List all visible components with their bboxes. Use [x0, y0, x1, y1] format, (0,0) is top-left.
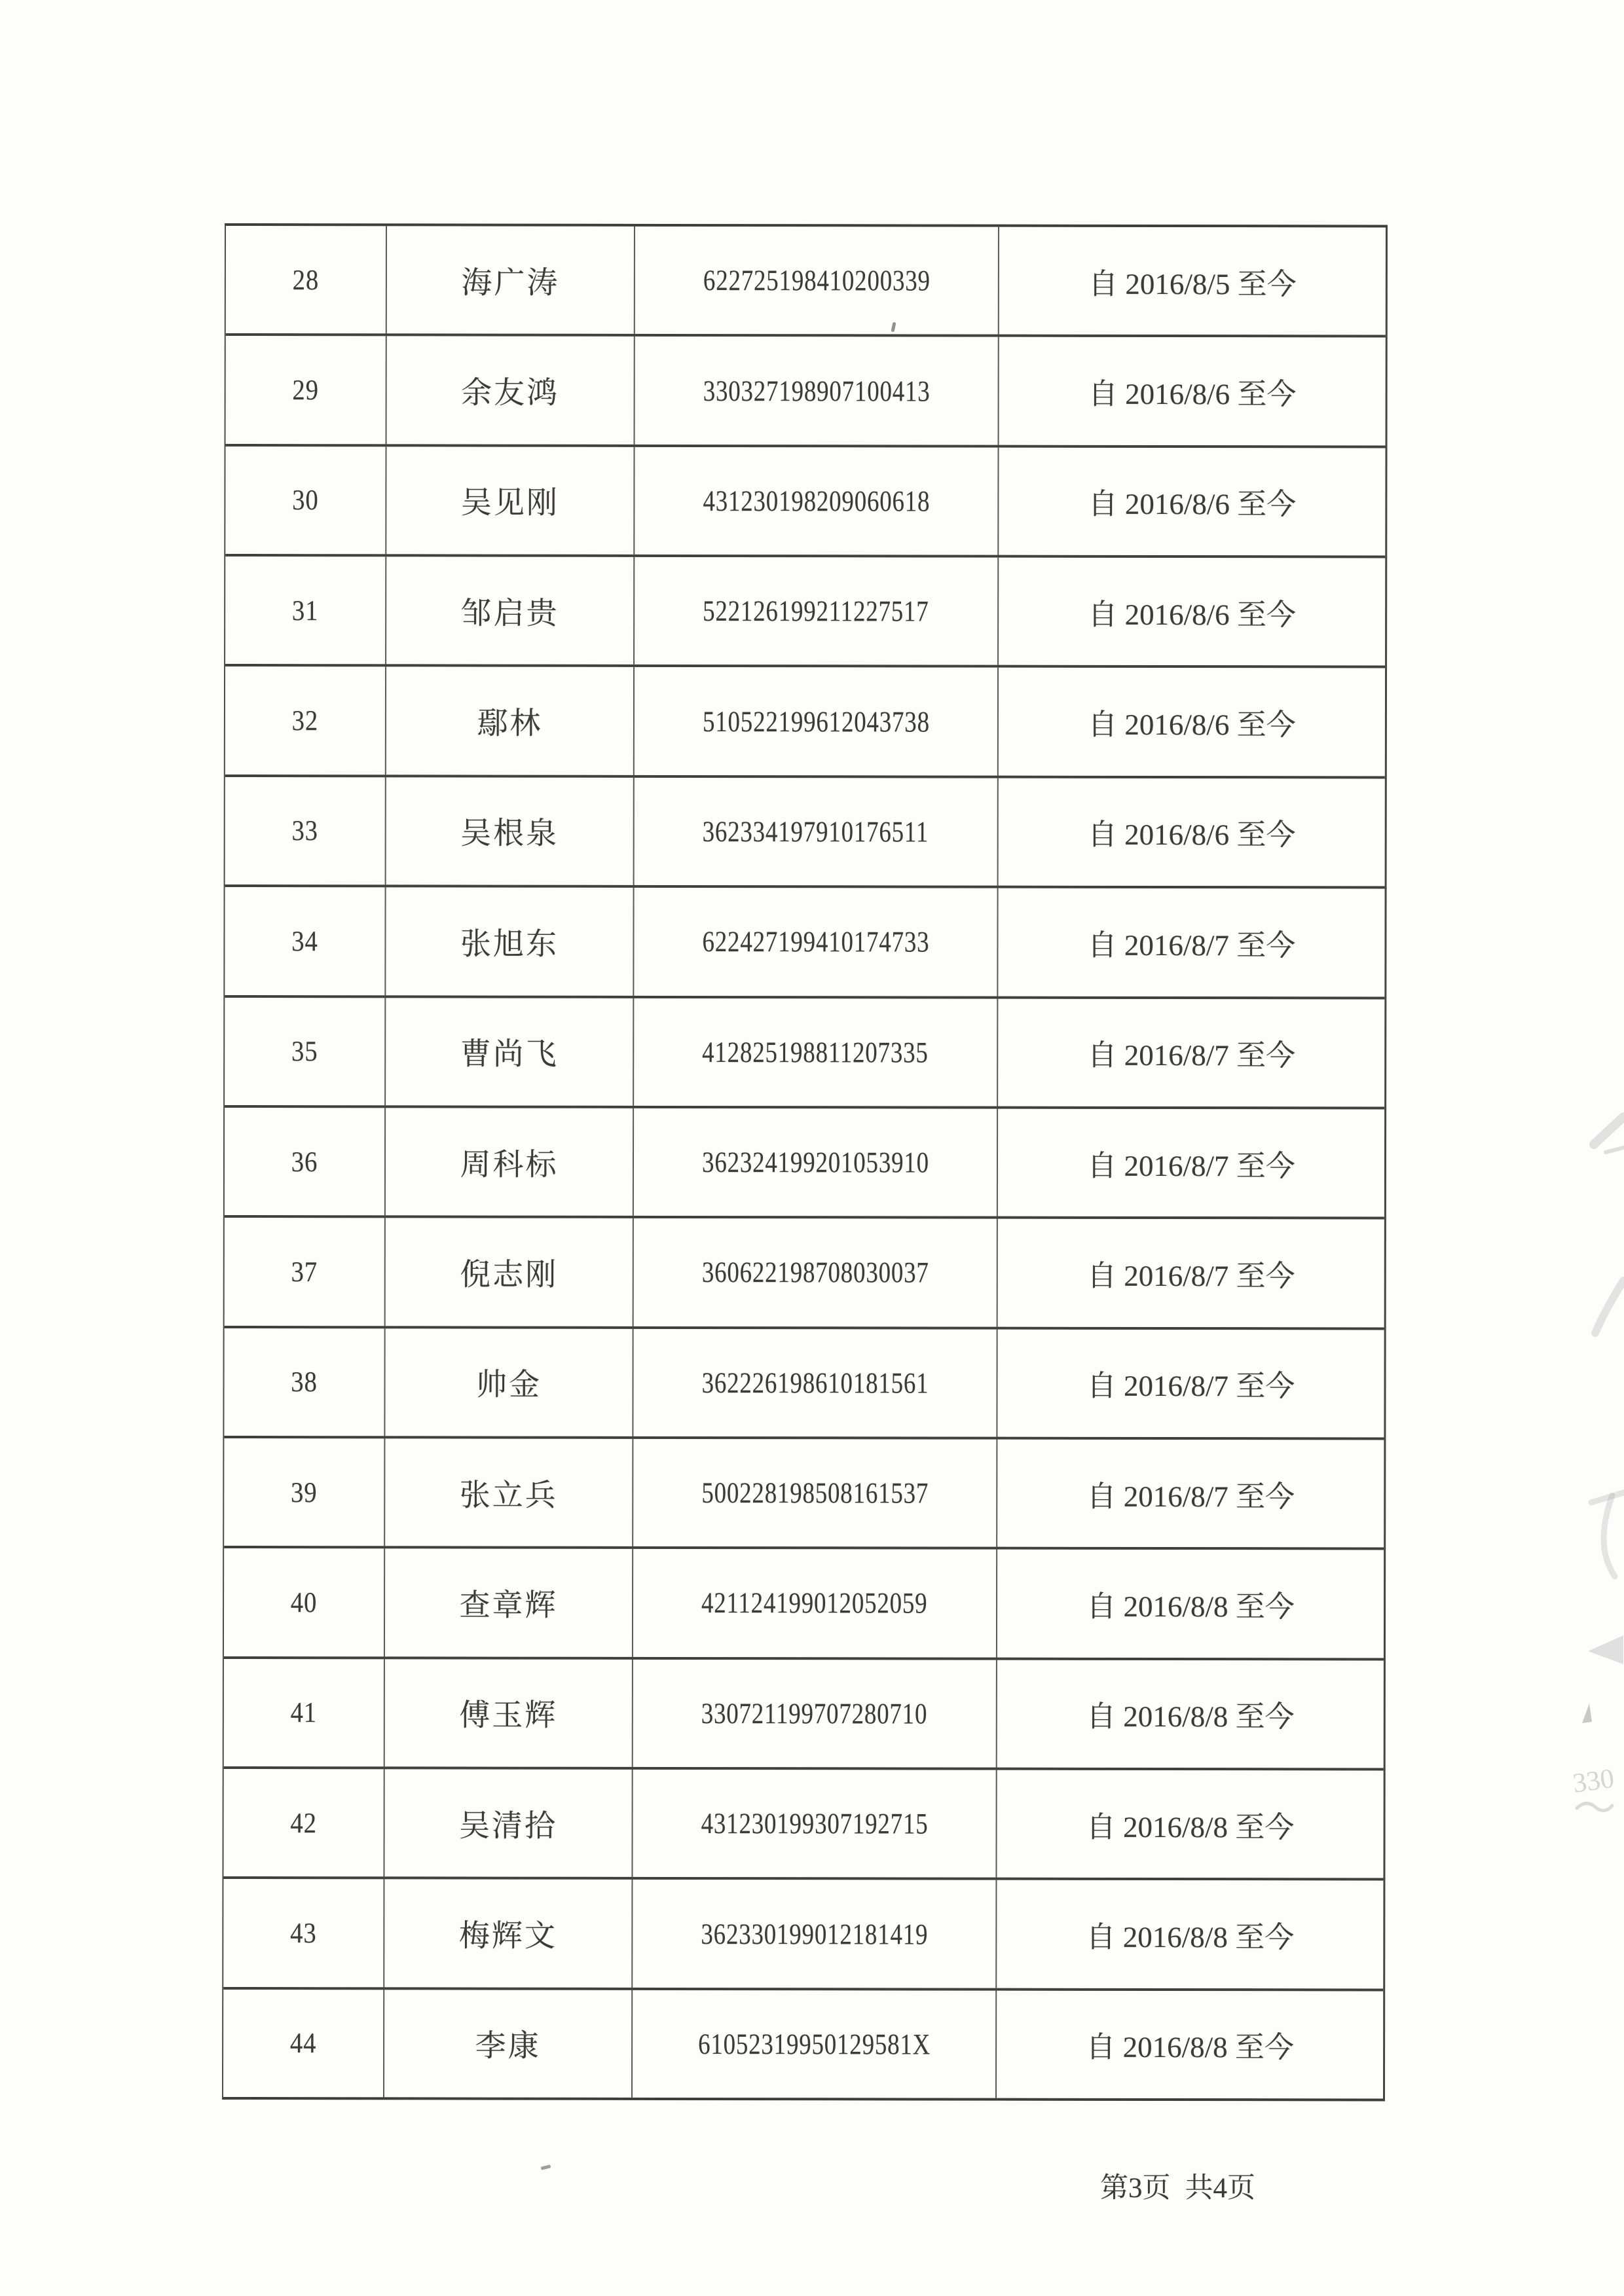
- scan-speck: [541, 2164, 551, 2170]
- period-text: 自 2016/8/7 至今: [1086, 1480, 1295, 1513]
- row-number-cell: [226, 226, 387, 334]
- table-row: [225, 446, 1385, 558]
- id-cell: [633, 1990, 997, 2098]
- name-cell: [386, 888, 634, 996]
- name-cell: [385, 1659, 633, 1767]
- row-number: 43: [290, 1917, 317, 1950]
- period-text: 自 2016/8/8 至今: [1086, 1920, 1295, 1954]
- roster-table: [222, 223, 1388, 2101]
- page-number-label: 第3页: [1100, 2173, 1171, 2204]
- row-number: 28: [292, 263, 320, 296]
- row-number-cell: [225, 777, 386, 885]
- id-number: 61052319950129581X: [697, 2027, 931, 2061]
- id-number: 510522199612043738: [702, 704, 930, 738]
- table-row: [223, 1990, 1383, 2099]
- name-cell: [385, 1438, 633, 1546]
- name-cell: [385, 1328, 633, 1436]
- id-cell: [635, 778, 999, 886]
- row-number: 31: [291, 594, 319, 627]
- id-number: 522126199211227517: [703, 594, 929, 628]
- id-cell: [633, 1660, 997, 1768]
- person-name: 张立兵: [459, 1478, 558, 1513]
- period-text: 自 2016/8/6 至今: [1088, 377, 1297, 411]
- person-name: 查章辉: [459, 1588, 558, 1623]
- table-row: [224, 1438, 1384, 1550]
- period-cell: [999, 337, 1386, 445]
- row-number-cell: [224, 1548, 385, 1656]
- id-number: 431230199307192715: [701, 1807, 929, 1840]
- person-name: 余友鸿: [461, 376, 560, 410]
- table-row: [225, 887, 1384, 999]
- row-number-cell: [225, 446, 386, 555]
- row-number-cell: [225, 1218, 386, 1326]
- id-number: 330327198907100413: [703, 374, 931, 408]
- id-number: 622725198410200339: [703, 264, 931, 297]
- period-text: 自 2016/8/6 至今: [1088, 598, 1296, 632]
- person-name: 李康: [475, 2029, 541, 2064]
- row-number-cell: [224, 1438, 385, 1546]
- row-number-cell: [226, 336, 387, 444]
- period-text: 自 2016/8/7 至今: [1087, 1039, 1296, 1072]
- row-number: 35: [291, 1035, 318, 1068]
- row-number-cell: [225, 887, 386, 995]
- id-number: 500228198508161537: [701, 1476, 929, 1510]
- table-row: [225, 556, 1385, 668]
- id-number: 362334197910176511: [702, 814, 929, 848]
- id-cell: [633, 1549, 997, 1657]
- person-name: 鄢林: [477, 706, 543, 741]
- row-number: 40: [290, 1586, 318, 1619]
- period-cell: [997, 1550, 1384, 1658]
- name-cell: [387, 337, 635, 445]
- row-number: 42: [290, 1806, 317, 1839]
- row-number: 29: [292, 374, 319, 407]
- id-number: 421124199012052059: [701, 1586, 928, 1620]
- name-cell: [386, 1218, 634, 1326]
- person-name: 曹尚飞: [460, 1037, 559, 1072]
- row-number: 34: [291, 924, 318, 958]
- row-number: 36: [291, 1145, 318, 1178]
- period-cell: [997, 1660, 1384, 1768]
- period-text: 自 2016/8/8 至今: [1086, 1810, 1295, 1844]
- period-text: 自 2016/8/8 至今: [1086, 1590, 1295, 1624]
- id-cell: [633, 1439, 997, 1547]
- id-cell: [633, 1880, 997, 1988]
- person-name: 梅辉文: [458, 1919, 557, 1954]
- id-cell: [634, 888, 998, 996]
- period-text: 自 2016/8/6 至今: [1088, 708, 1296, 742]
- id-cell: [634, 1218, 998, 1326]
- period-text: 自 2016/8/5 至今: [1088, 267, 1297, 301]
- period-text: 自 2016/8/6 至今: [1087, 818, 1296, 852]
- row-number-cell: [223, 1990, 384, 2098]
- row-number-cell: [223, 1879, 384, 1987]
- table-row: [223, 1879, 1383, 1991]
- table-row: [223, 1769, 1383, 1881]
- period-cell: [997, 1440, 1384, 1548]
- id-number: 362226198610181561: [701, 1366, 929, 1400]
- table-row: [225, 777, 1385, 889]
- person-name: 海广涛: [461, 266, 560, 301]
- id-cell: [634, 1108, 998, 1216]
- id-number: 362324199201053910: [701, 1146, 929, 1179]
- person-name: 吴清拾: [459, 1809, 558, 1844]
- row-number: 38: [291, 1366, 318, 1398]
- name-cell: [384, 1769, 633, 1877]
- table-row: [225, 666, 1385, 778]
- table-row: [225, 1218, 1384, 1330]
- period-text: 自 2016/8/7 至今: [1086, 1259, 1295, 1293]
- period-text: 自 2016/8/8 至今: [1086, 2031, 1294, 2064]
- id-number: 362330199012181419: [700, 1917, 928, 1951]
- id-number: 330721199707280710: [701, 1696, 928, 1730]
- person-name: 周科标: [460, 1148, 559, 1182]
- id-cell: [635, 667, 999, 775]
- period-cell: [997, 1880, 1383, 1988]
- row-number: 39: [291, 1476, 318, 1508]
- row-number-cell: [224, 1328, 385, 1436]
- id-cell: [633, 1770, 997, 1878]
- person-name: 张旭东: [460, 927, 559, 962]
- id-cell: [633, 1328, 997, 1436]
- name-cell: [386, 446, 635, 555]
- name-cell: [386, 667, 635, 775]
- name-cell: [386, 777, 635, 885]
- table-row: [224, 1659, 1384, 1771]
- person-name: 吴根泉: [460, 816, 559, 852]
- row-number: 41: [290, 1696, 318, 1729]
- row-number: 44: [289, 2027, 317, 2060]
- period-text: 自 2016/8/8 至今: [1086, 1700, 1295, 1734]
- period-cell: [999, 227, 1386, 335]
- person-name: 邹启贵: [460, 596, 559, 631]
- id-cell: [635, 557, 999, 665]
- bleed-text: 330: [1570, 1763, 1616, 1799]
- name-cell: [384, 1990, 633, 2098]
- page-footer: [1100, 2166, 1255, 2206]
- name-cell: [386, 1108, 634, 1216]
- id-cell: [634, 998, 998, 1106]
- row-number-cell: [225, 1108, 386, 1216]
- id-cell: [635, 337, 999, 445]
- period-cell: [997, 1990, 1383, 2098]
- period-cell: [997, 1329, 1384, 1437]
- person-name: 傅玉辉: [459, 1698, 558, 1734]
- person-name: 吴见刚: [460, 486, 559, 521]
- page-total-label: 共4页: [1185, 2173, 1255, 2204]
- period-text: 自 2016/8/6 至今: [1088, 488, 1297, 521]
- row-number: 30: [292, 484, 319, 517]
- period-cell: [998, 888, 1384, 996]
- period-text: 自 2016/8/7 至今: [1086, 1370, 1295, 1403]
- row-number-cell: [225, 666, 386, 774]
- name-cell: [386, 998, 634, 1106]
- period-cell: [997, 1770, 1383, 1878]
- period-cell: [999, 668, 1385, 776]
- table-row: [226, 226, 1386, 338]
- name-cell: [386, 556, 635, 665]
- period-cell: [999, 558, 1385, 666]
- id-number: 431230198209060618: [702, 484, 930, 518]
- period-cell: [999, 778, 1385, 886]
- name-cell: [387, 226, 635, 334]
- row-number: 37: [291, 1256, 318, 1288]
- row-number-cell: [223, 1769, 384, 1877]
- person-name: 帅金: [475, 1368, 542, 1402]
- id-number: 622427199410174733: [702, 925, 929, 958]
- id-cell: [635, 447, 999, 555]
- row-number: 33: [291, 814, 318, 847]
- period-cell: [998, 998, 1384, 1106]
- table-row: [225, 1108, 1384, 1220]
- row-number-cell: [225, 556, 386, 665]
- person-name: 倪志刚: [460, 1258, 559, 1292]
- name-cell: [384, 1880, 633, 1988]
- id-number: 412825198811207335: [702, 1035, 929, 1069]
- id-cell: [635, 227, 999, 335]
- id-number: 360622198708030037: [701, 1256, 929, 1289]
- period-cell: [998, 1219, 1384, 1327]
- period-cell: [999, 447, 1385, 555]
- row-number: 32: [291, 704, 319, 737]
- name-cell: [385, 1549, 633, 1657]
- row-number-cell: [225, 998, 386, 1106]
- table-row: [225, 998, 1384, 1110]
- period-text: 自 2016/8/7 至今: [1087, 1149, 1295, 1182]
- ink-bleed-artifact: [1545, 1100, 1624, 1886]
- row-number-cell: [224, 1659, 385, 1767]
- period-cell: [998, 1109, 1384, 1217]
- period-text: 自 2016/8/7 至今: [1087, 928, 1296, 962]
- table-row: [226, 336, 1386, 448]
- table-row: [224, 1328, 1384, 1440]
- table-row: [224, 1548, 1384, 1660]
